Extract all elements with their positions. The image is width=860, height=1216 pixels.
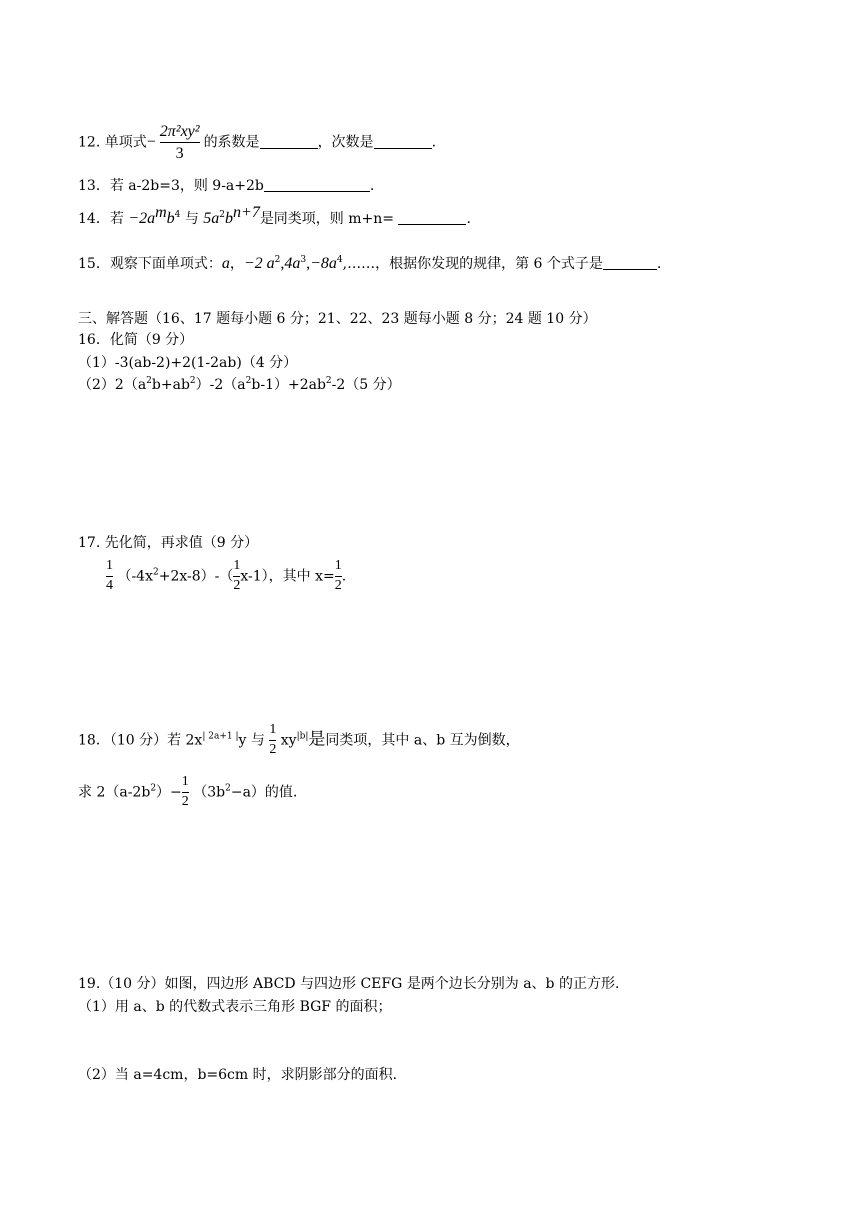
fraction-one-half: $\frac{1}{2}$ [269, 722, 277, 757]
question-18-line-2: 求 $2(a-2b^2)-$ $\frac{1}{2}$ $(3b^2-a)$的值. [78, 774, 298, 809]
question-16-part-2: $(2)2(a^2b+ab^2)-2(a^2b-1)+2ab^2-2(5$ 分） [78, 376, 401, 393]
answer-blank[interactable] [260, 134, 318, 149]
question-18-line-1: 18．（10 分）若 $2x^{| 2a+1 |}y$ 与 $\frac{1}{2}$ $xy^{|b|}$是同类项，其中 a、b 互为倒数， [78, 722, 520, 757]
question-16-title: 16．化简（9 分） [78, 332, 194, 348]
question-15: 15．观察下面单项式：a，−2 $a^2,4a^3,-8a^4,\dots\dots$，根据你发现的规律，第 6 个式子是 . [78, 255, 662, 272]
question-19-part-1: （1）用 a、b 的代数式表示三角形 BGF 的面积； [78, 999, 392, 1015]
question-17-expression: $\frac{1}{4}$ $(-4x^2+2x-8)-$（ $\frac{1}{2}$ x-1），其中 x= $\frac{1}{2}$ . [106, 558, 347, 593]
fraction-one-half: $\frac{1}{2}$ [181, 774, 189, 809]
answer-blank[interactable] [603, 255, 657, 270]
question-17-title: 17. 先化简，再求值（9 分） [78, 535, 259, 551]
question-16-part-1: （1）-3(ab-2)+2(1-2ab)（4 分） [78, 355, 298, 371]
answer-blank[interactable] [374, 134, 432, 149]
answer-blank[interactable] [398, 210, 466, 225]
fraction-one-half: $\frac{1}{2}$ [334, 558, 342, 593]
question-13: 13．若 a-2b=3，则 9-a+2b . [78, 178, 375, 194]
answer-blank[interactable] [264, 177, 370, 192]
section-3-heading: 三、解答题（16、17 题每小题 6 分；21、22、23 题每小题 8 分；24 题 10 分） [78, 311, 597, 327]
question-19-part-2: （2）当 a=4cm，b=6cm 时，求阴影部分的面积. [78, 1067, 398, 1083]
fraction-coefficient: $\frac{\text{2π²xy²}}{3}$ [159, 123, 200, 163]
question-14: 14．若 $-2a^mb^4$ 与 $5a^2b^{n+7}$是同类项，则 m+n= . [78, 204, 471, 227]
question-12: 12. 单项式− $\frac{\text{2π²xy²}}{3}$ 的系数是 ，次数是 . [78, 123, 437, 163]
question-19-title: 19.（10 分）如图，四边形 ABCD 与四边形 CEFG 是两个边长分别为 a、b 的正方形. [78, 976, 620, 992]
fraction-one-half: $\frac{1}{2}$ [233, 558, 241, 593]
fraction-one-quarter: $\frac{1}{4}$ [106, 558, 113, 593]
